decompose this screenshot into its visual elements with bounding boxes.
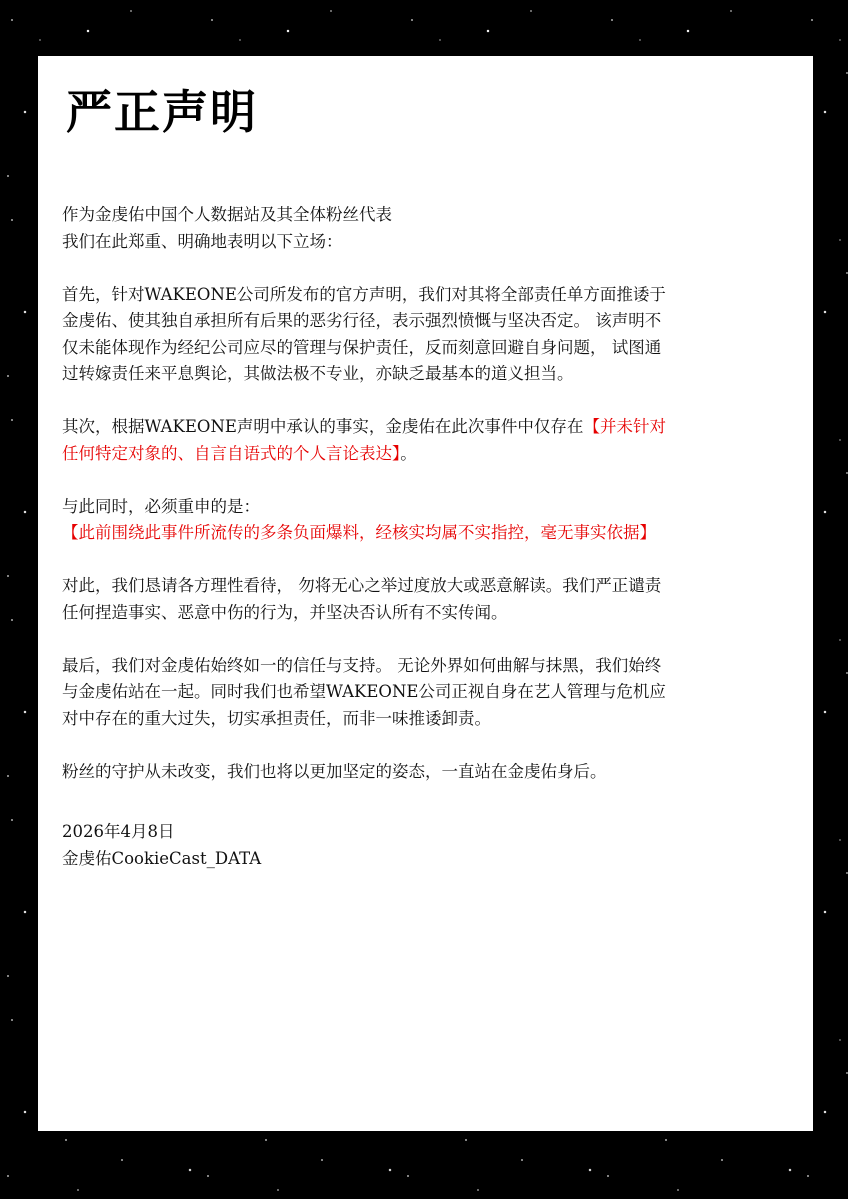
intro-line: 我们在此郑重、明确地表明以下立场：	[62, 231, 343, 251]
highlight-text: 任何特定对象的、自言自语式的个人言论表达】	[62, 443, 401, 463]
paragraph-line: 金虔佑、使其独自承担所有后果的恶劣行径，表示强烈愤慨与坚决否定。 该声明不	[62, 311, 662, 330]
paragraph-line: 首先，针对WAKEONE公司所发布的官方声明，我们对其将全部责任单方面推诿于	[62, 284, 666, 304]
paragraph-line: 对中存在的重大过失，切实承担责任，而非一味推诿卸责。	[62, 708, 491, 728]
paragraph-line: 与此同时，必须重申的是：	[62, 496, 260, 516]
paragraph-line	[62, 414, 789, 441]
highlight-text: 【并未针对	[583, 417, 666, 436]
paragraph-line: 与金虔佑站在一起。同时我们也希望WAKEONE公司正视自身在艺人管理与危机应	[62, 682, 666, 701]
paragraph-text: 其次，根据WAKEONE声明中承认的事实，金虔佑在此次事件中仅存在	[62, 417, 584, 436]
statement-page	[38, 56, 813, 1131]
document-title: 严正声明	[66, 85, 258, 139]
paragraph-sixth	[62, 759, 789, 786]
paragraph-line: 对此，我们恳请各方理性看待， 勿将无心之举过度放大或恶意解读。我们严正谴责	[62, 576, 662, 595]
paragraph-line: 任何捏造事实、恶意中伤的行为，并坚决否认所有不实传闻。	[62, 602, 508, 622]
paragraph-fourth	[62, 573, 789, 626]
paragraph-fifth	[62, 653, 789, 733]
intro-paragraph	[62, 202, 789, 255]
statement-date: 2026年4月8日	[62, 822, 175, 841]
paragraph-first	[62, 282, 789, 388]
intro-line: 作为金虔佑中国个人数据站及其全体粉丝代表	[62, 205, 392, 224]
signature-block	[62, 819, 789, 872]
paragraph-text: 。	[400, 443, 417, 463]
paragraph-line	[62, 441, 789, 468]
highlight-line: 【此前围绕此事件所流传的多条负面爆料，经核实均属不实指控，毫无事实依据】	[62, 523, 656, 542]
signature-name: 金虔佑CookieCast_DATA	[62, 848, 262, 868]
paragraph-line: 仅未能体现作为经纪公司应尽的管理与保护责任，反而刻意回避自身问题， 试图通	[62, 337, 662, 357]
statement-body	[62, 202, 789, 872]
paragraph-line: 过转嫁责任来平息舆论，其做法极不专业，亦缺乏最基本的道义担当。	[62, 364, 574, 383]
paragraph-second	[62, 414, 789, 467]
paragraph-line: 最后，我们对金虔佑始终如一的信任与支持。 无论外界如何曲解与抹黑，我们始终	[62, 655, 662, 675]
paragraph-third	[62, 494, 789, 547]
paragraph-line: 粉丝的守护从未改变，我们也将以更加坚定的姿态，一直站在金虔佑身后。	[62, 761, 607, 781]
